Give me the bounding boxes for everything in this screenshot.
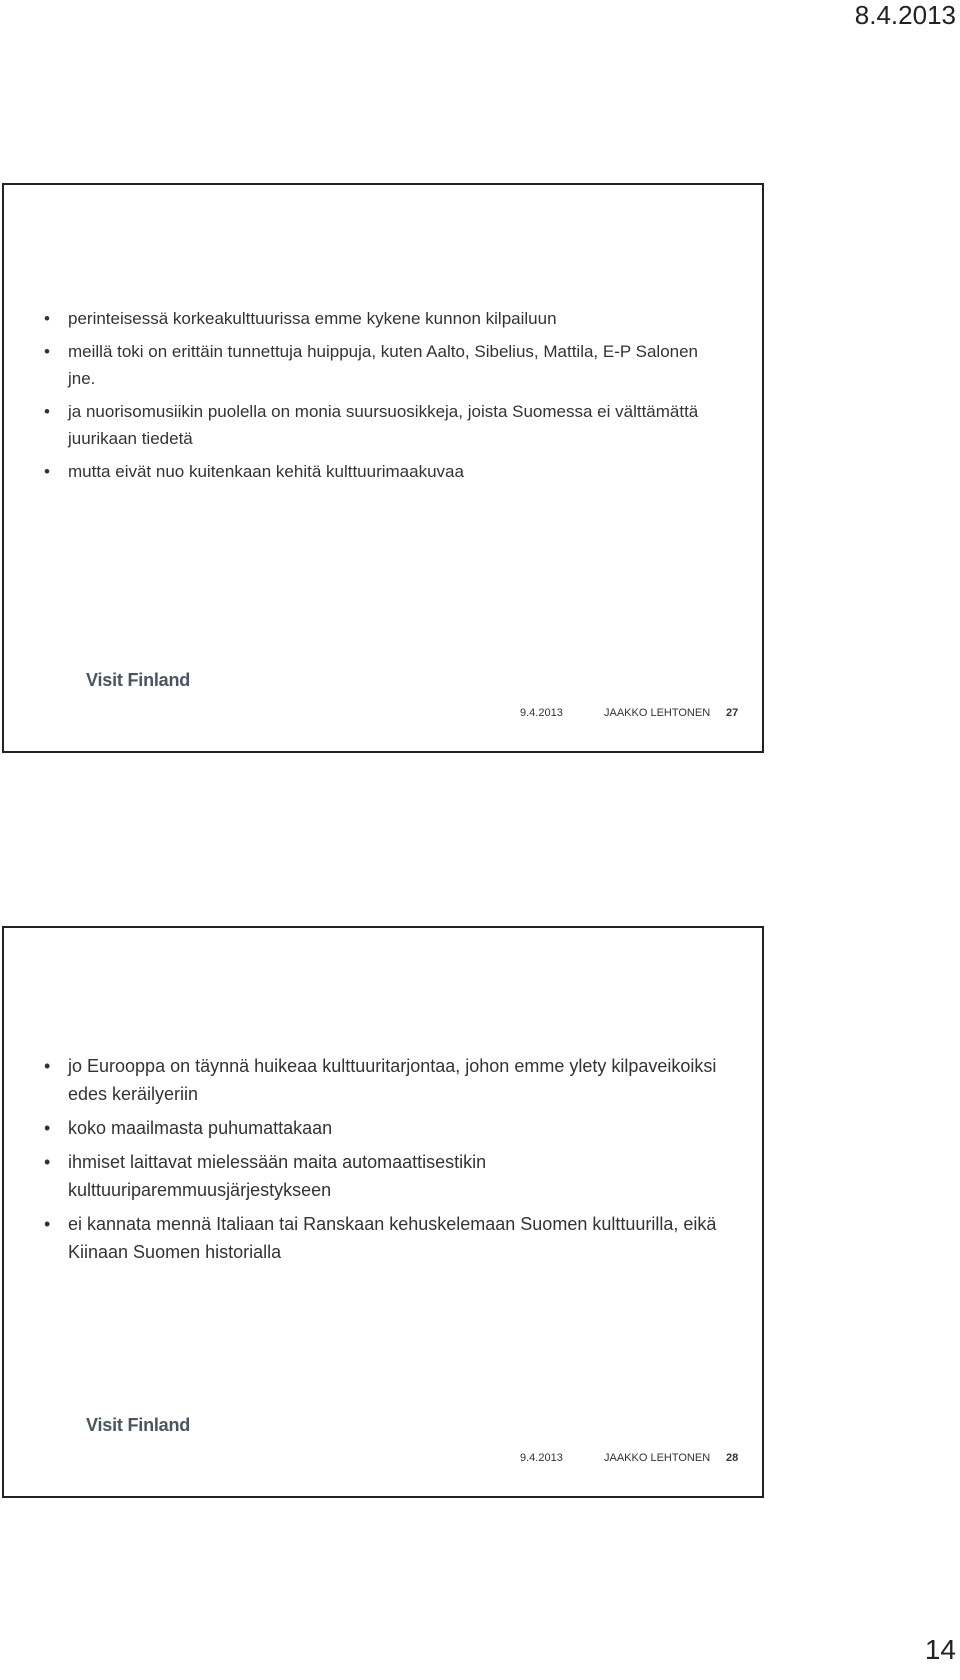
page-date: 8.4.2013 — [854, 0, 956, 30]
bullet-item: • ihmiset laittavat mielessään maita automaattisestikin kulttuuriparemmuusjärjestykseen — [44, 1148, 722, 1204]
bullet-item: • meillä toki on erittäin tunnettuja huippuja, kuten Aalto, Sibelius, Mattila, E-P Salonen jne. — [44, 338, 722, 392]
bullet-item: • ei kannata mennä Italiaan tai Ranskaan kehuskelemaan Suomen kulttuurilla, eikä Kiinaan Suomen historialla — [44, 1210, 722, 1266]
visit-finland-logo: Visit Finland — [86, 670, 191, 690]
bullet-item: • jo Eurooppa on täynnä huikeaa kulttuuritarjontaa, johon emme ylety kilpaveikoiksi edes keräilyeriin — [44, 1052, 722, 1108]
bullet-item: • koko maailmasta puhumattakaan — [44, 1114, 722, 1142]
slide-27 — [2, 183, 764, 753]
footer-date: 9.4.2013 — [520, 1452, 563, 1464]
footer-date: 9.4.2013 — [520, 707, 563, 719]
page-number: 14 — [924, 1634, 956, 1665]
footer-author: JAAKKO LEHTONEN — [604, 707, 711, 719]
slide-number: 28 — [726, 1452, 739, 1464]
slide-28 — [2, 926, 764, 1498]
visit-finland-logo: Visit Finland — [86, 1415, 191, 1435]
bullet-item: • perinteisessä korkeakulttuurissa emme kykene kunnon kilpailuun — [44, 305, 722, 332]
slide-number: 27 — [726, 707, 739, 719]
bullet-item: • mutta eivät nuo kuitenkaan kehitä kulttuurimaakuvaa — [44, 458, 722, 485]
footer-author: JAAKKO LEHTONEN — [604, 1452, 711, 1464]
bullet-item: • ja nuorisomusiikin puolella on monia suursuosikkeja, joista Suomessa ei välttämättä juurikaan tiedetä — [44, 398, 722, 452]
bullet-list — [44, 305, 722, 491]
bullet-list — [44, 1052, 722, 1272]
